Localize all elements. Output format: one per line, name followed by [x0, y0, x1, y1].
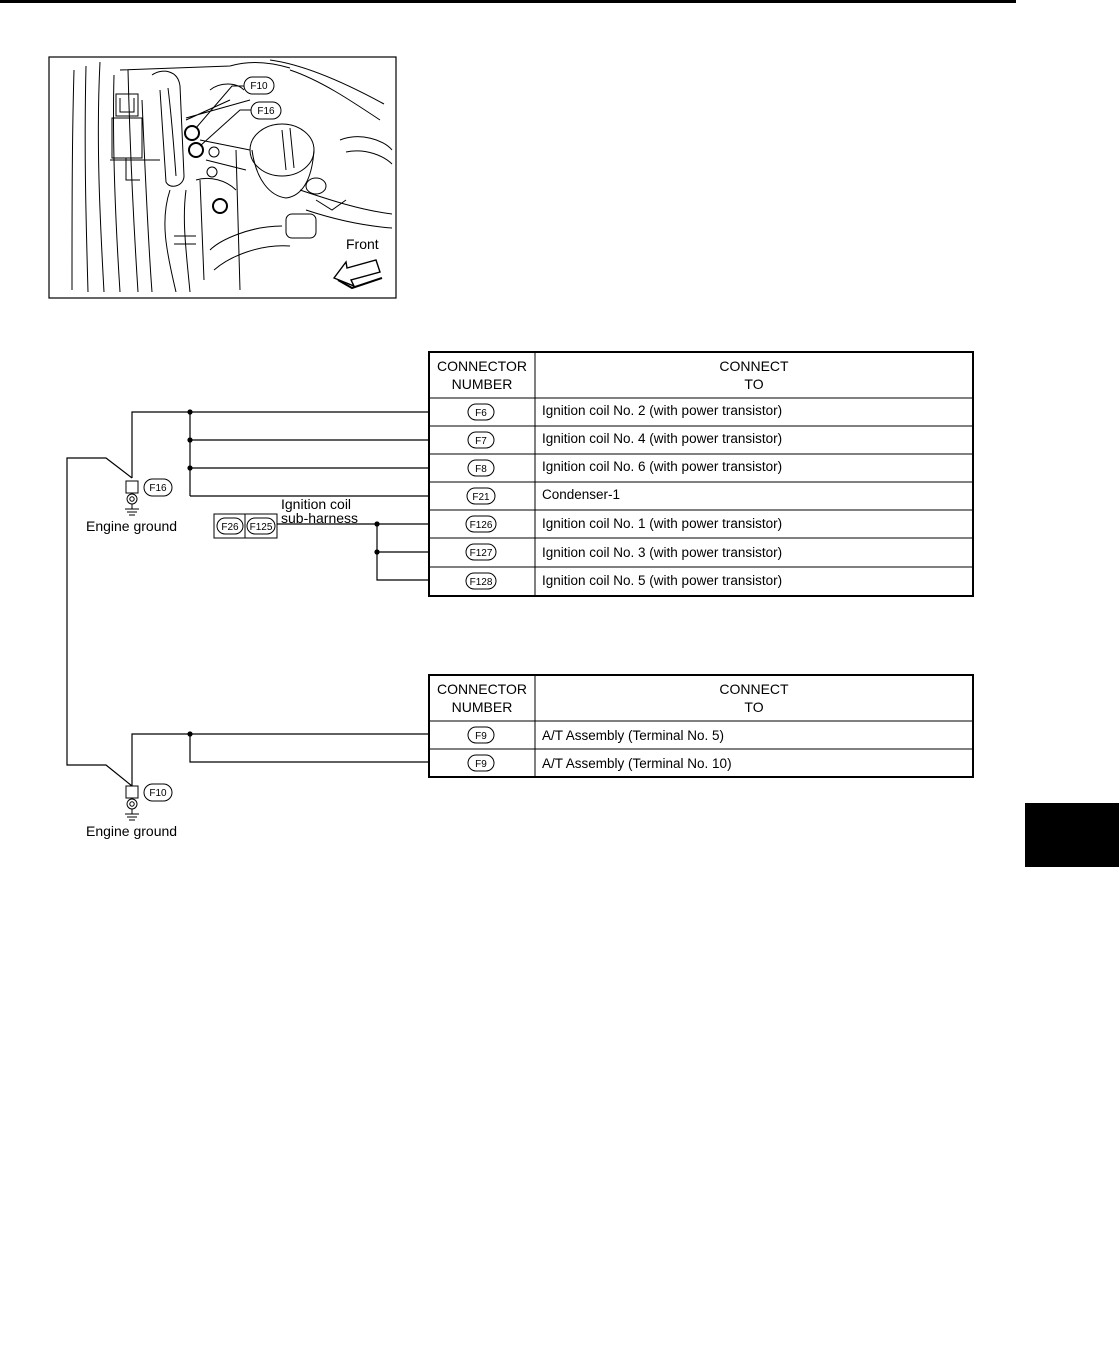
- table-row: [466, 544, 782, 560]
- ground-connector: F10: [149, 788, 167, 799]
- connect-to: A/T Assembly (Terminal No. 10): [542, 756, 732, 771]
- connector-code: F126: [469, 520, 493, 531]
- connect-to: Ignition coil No. 2 (with power transistor): [542, 403, 783, 418]
- callout-f10-label: F10: [250, 81, 268, 92]
- connect-to: Ignition coil No. 5 (with power transistor): [542, 573, 783, 588]
- connect-to: Ignition coil No. 4 (with power transistor): [542, 431, 783, 446]
- sub-harness-connector: [214, 514, 277, 538]
- connector-code: F128: [469, 577, 493, 588]
- connect-to: A/T Assembly (Terminal No. 5): [542, 728, 725, 743]
- connect-to: Ignition coil No. 1 (with power transistor): [542, 516, 783, 531]
- sub-harness-label-line2: sub-harness: [281, 510, 359, 526]
- table-row: [468, 459, 782, 476]
- table-row: [467, 487, 620, 504]
- sub-harness-label-line1: Ignition coil: [281, 496, 352, 512]
- ground-icon: [125, 494, 139, 515]
- connector-code: F21: [472, 492, 490, 503]
- connector-code: F8: [475, 464, 487, 475]
- header-to: TO: [744, 376, 764, 392]
- ground-icon: [125, 799, 139, 820]
- table-row: [468, 755, 732, 771]
- table-row: [466, 573, 782, 589]
- table-row: [468, 727, 724, 743]
- connector-table-bottom: [429, 675, 973, 777]
- table-row: [468, 403, 782, 420]
- front-label: Front: [346, 236, 379, 252]
- connect-to: Ignition coil No. 3 (with power transistor): [542, 545, 783, 560]
- ground-label: Engine ground: [86, 518, 178, 534]
- ground-connector: F16: [149, 483, 167, 494]
- ground-f10: [86, 784, 177, 839]
- connector-code: F127: [469, 548, 493, 559]
- connector-code: F9: [475, 759, 487, 770]
- wiring-top: [67, 409, 429, 786]
- callout-f16-label: F16: [257, 106, 275, 117]
- connect-to: Condenser-1: [542, 487, 621, 502]
- ground-label: Engine ground: [86, 823, 178, 839]
- connect-to: Ignition coil No. 6 (with power transistor): [542, 459, 783, 474]
- header-connect: CONNECT: [719, 681, 789, 697]
- connector-code: F9: [475, 731, 487, 742]
- sub-harness-code: F125: [249, 522, 273, 533]
- connector-code: F6: [475, 408, 487, 419]
- header-connect: CONNECT: [719, 358, 789, 374]
- ground-f16: [86, 479, 177, 534]
- header-number: NUMBER: [451, 376, 513, 392]
- table-row: [468, 431, 782, 448]
- header-number: NUMBER: [451, 699, 513, 715]
- sub-harness-code: F26: [221, 522, 239, 533]
- wiring-bottom: [132, 731, 429, 786]
- header-connector: CONNECTOR: [437, 681, 527, 697]
- table-row: [466, 516, 782, 532]
- header-to: TO: [744, 699, 764, 715]
- connector-code: F7: [475, 436, 487, 447]
- header-connector: CONNECTOR: [437, 358, 527, 374]
- engine-photo: [49, 57, 396, 298]
- connector-table-top: [429, 352, 973, 596]
